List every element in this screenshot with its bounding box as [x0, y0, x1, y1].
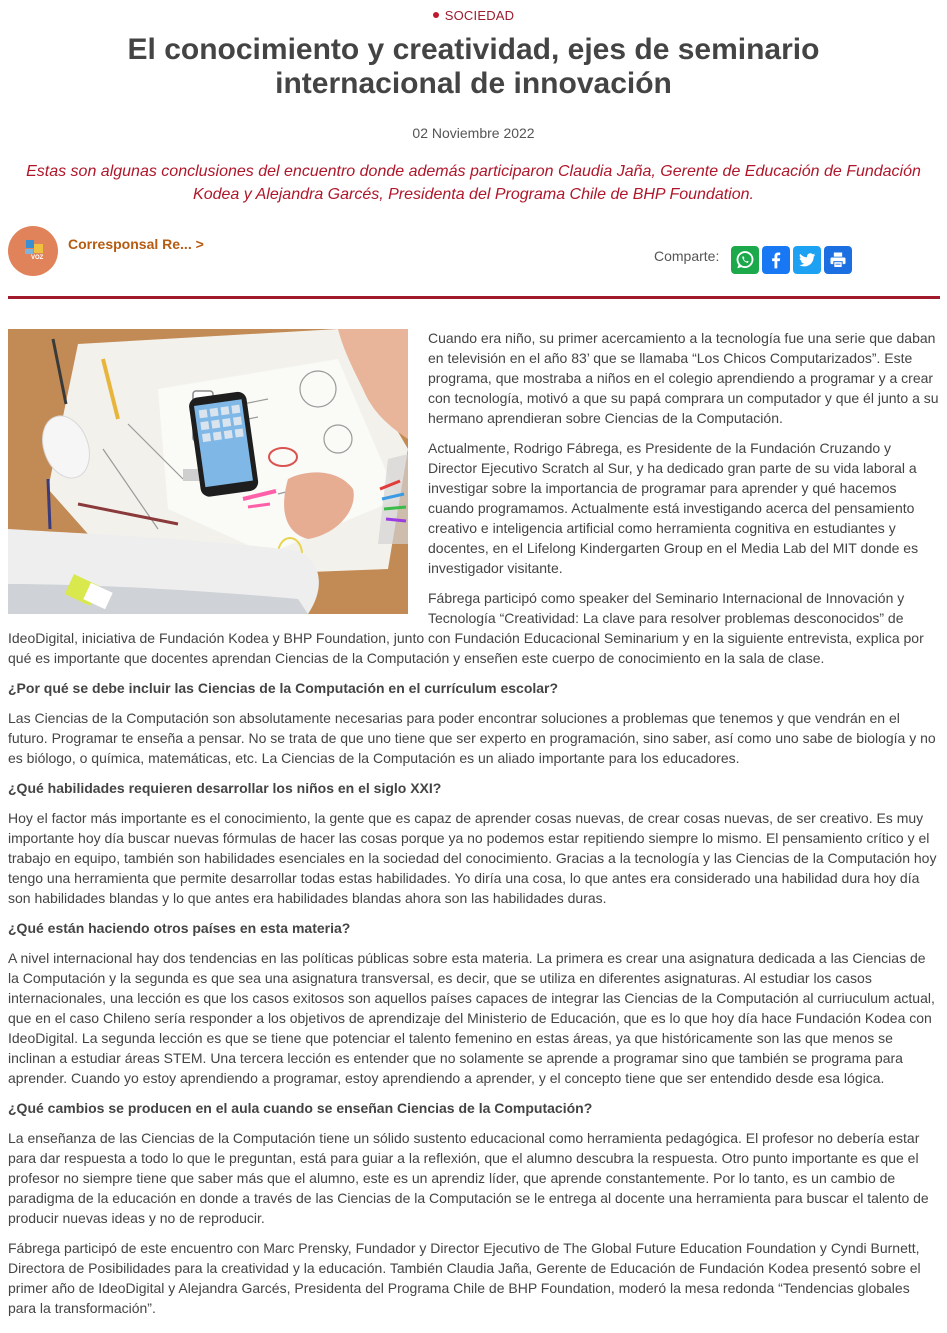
- bullet-icon: [433, 12, 439, 18]
- share-twitter-button[interactable]: [793, 246, 821, 274]
- article-paragraph: La enseñanza de las Ciencias de la Computación tiene un sólido sustento educacional como herramienta pedagógica. El profesor no debería estar para dar respuesta a todo lo que le preguntan, está para guiar a la reflexión, que el alumno descubra la respuesta. Otro punto importante es que el profesor no siempre tiene que saber más que el alumno, este es un aprendiz líder, que aprende constantemente. Por lo tanto, es un cambio de paradigma de la educación en donde a través de las Ciencias de la Computación se le entrega al docente una herramienta para buscar el talento de producir nuevas ideas y no de reproducir.: [8, 1130, 929, 1226]
- article-paragraph: Actualmente, Rodrigo Fábrega, es Presidente de la Fundación Cruzando y Director Ejecutivo Scratch al Sur, y ha dedicado gran parte de su vida laboral a investigar sobre la importancia de programar para aprender y qué hacemos cuando programamos. Actualmente está investigando acerca del pensamiento creativo e inteligencia artificial como herramienta cognitiva en estudiantes y docentes, en el Lifelong Kindergarten Group en el Media Lab del MIT donde es investigador visitante.: [428, 440, 919, 576]
- avatar[interactable]: [8, 226, 58, 276]
- header-divider: [8, 296, 940, 299]
- interview-question: ¿Qué están haciendo otros países en esta materia?: [8, 920, 351, 936]
- article-paragraph: A nivel internacional hay dos tendencias en las políticas públicas sobre esta materia. La primera es crear una asignatura dedicada a las Ciencias de la Computación y la segunda es que sea una asignatura transversal, es decir, que se utiliza en diferentes asignaturas. Al estudiar los casos internacionales, una lección es que los casos exitosos son aquellos países capaces de integrar las Ciencias de la Computación al curriuculum actual, que en el caso Chileno sería responder a los objetivos de aprendizaje del Ministerio de Educación, que es lo que hoy día hace Fundación Kodea con IdeoDigital. La segunda lección es que se tiene que potenciar el talento femenino en estas áreas, ya que históricamente son las que menos se inclinan a estudiar áreas STEM. Una tercera lección es entender que no solamente se aprende a programar sino que también se programa para aprender. Cuando yo estoy aprendiendo a programar, estoy aprendiendo a aprender, y el concepto tiene que ser entendido desde esa lógica.: [8, 950, 935, 1086]
- article-lead: Estas son algunas conclusiones del encuentro donde además participaron Claudia Jaña, Gerente de Educación de Fundación Kodea y Alejandra Garcés, Presidenta del Programa Chile de BHP Foundation.: [26, 163, 921, 203]
- print-icon: [828, 250, 848, 270]
- article-paragraph: Cuando era niño, su primer acercamiento a la tecnología fue una serie que daban en televisión en el año 83’ que se llamaba “Los Chicos Computarizados”. Este programa, que mostraba a niños en el colegio aprendiendo a programar y a crear con tecnología, motivó a que su papá comprara un computador y que él junto a su hermano aprendieran sobre Ciencias de la Computación.: [428, 330, 939, 426]
- interview-question: ¿Qué cambios se producen en el aula cuando se enseñan Ciencias de la Computación?: [8, 1100, 593, 1116]
- avatar-label: VOZ: [31, 255, 44, 261]
- page-title: El conocimiento y creatividad, ejes de seminario internacional de innovación: [127, 33, 820, 100]
- print-button[interactable]: [824, 246, 852, 274]
- article-paragraph: Hoy el factor más importante es el conocimiento, la gente que es capaz de aprender cosas nuevas, de crear cosas nuevas, de ser creativo. Es muy importante hoy día buscar nuevas fórmulas de hacer las cosas porque ya no podemos estar repitiendo siempre lo mismo. El pensamiento crítico y el trabajo en equipo, también son habilidades esenciales en la sociedad del conocimiento. Gracias a la tecnología y las Ciencias de la Computación hoy tengo una herramienta que permite desarrollar todas estas habilidades. Yo diría una cosa, lo que antes era considerado una habilidad dura hoy día son habilidades blandas y lo que antes era habilidades blandas ahora son las habilidades duras.: [8, 810, 937, 906]
- article-paragraph: Las Ciencias de la Computación son absolutamente necesarias para poder encontrar soluciones a problemas que tenemos y que vendrán en el futuro. Programar te enseña a pensar. No se trata de que uno tiene que ser experto en programación, sino saber, así como uno sabe de biología y no es biólogo, o química, matemáticas, etc. La Ciencias de la Computación es un aliado importante para los educadores.: [8, 710, 936, 766]
- article-body: [8, 328, 940, 1328]
- interview-question: ¿Qué habilidades requieren desarrollar los niños en el siglo XXI?: [8, 780, 442, 796]
- share-whatsapp-button[interactable]: [731, 246, 759, 274]
- publish-date: 02 Noviembre 2022: [412, 125, 535, 141]
- logo-square-blue: [26, 240, 34, 248]
- article-photo: [8, 329, 408, 614]
- logo-square-yellow: [34, 244, 43, 253]
- whatsapp-icon: [734, 249, 756, 271]
- author-link[interactable]: Corresponsal Re... >: [68, 236, 204, 252]
- logo-square-lightblue: [25, 249, 33, 254]
- section-label[interactable]: SOCIEDAD: [444, 8, 515, 23]
- article-paragraph: Fábrega participó de este encuentro con Marc Prensky, Fundador y Director Ejecutivo de The Global Future Education Foundation y Cyndi Burnett, Directora de Posibilidades para la creatividad y la educación. También Claudia Jaña, Gerente de Educación de Fundación Kodea presentó sobre el primer año de IdeoDigital y Alejandra Garcés, Presidenta del Programa Chile de BHP Foundation, moderó la mesa redonda “Tendencias globales para la transformación”.: [8, 1240, 921, 1316]
- section-tag[interactable]: [0, 8, 947, 23]
- article-paragraph: Fábrega participó como speaker del Seminario Internacional de Innovación y Tecnología “Creatividad: La clave para resolver problemas desconocidos” de IdeoDigital, iniciativa de Fundación Kodea y BHP Foundation, junto con Fundación Educacional Seminarium y en la siguiente entrevista, explica por qué es importante que docentes aprendan Ciencias de la Computación y enseñen este cuerpo de conocimiento en la sala de clase.: [8, 590, 924, 666]
- facebook-icon: [766, 250, 786, 270]
- twitter-icon: [797, 250, 817, 270]
- share-facebook-button[interactable]: [762, 246, 790, 274]
- interview-question: ¿Por qué se debe incluir las Ciencias de la Computación en el currículum escolar?: [8, 680, 559, 696]
- share-label: Comparte:: [654, 248, 720, 264]
